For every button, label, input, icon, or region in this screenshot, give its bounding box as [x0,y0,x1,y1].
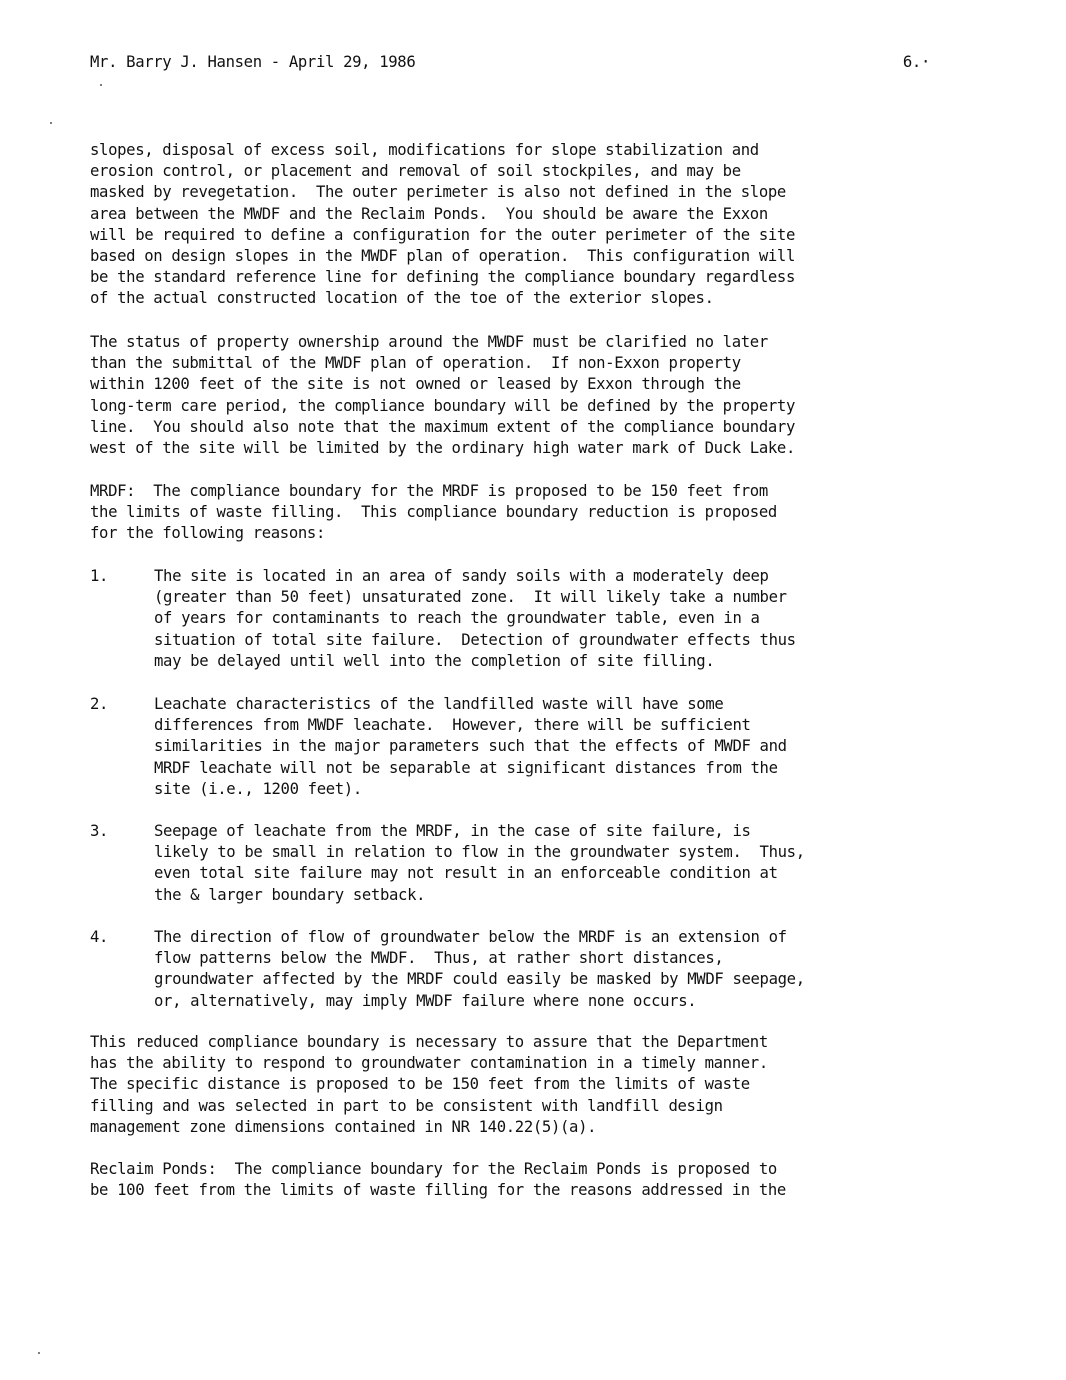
text-line: management zone dimensions contained in NR 140.22(5)(a). [90,1117,597,1136]
text-line: within 1200 feet of the site is not owned or leased by Exxon through the [90,375,741,394]
text-line: filling and was selected in part to be consistent with landfill design [90,1096,723,1115]
text-line: Reclaim Ponds: The compliance boundary for the Reclaim Ponds is proposed to [90,1160,777,1178]
text-line: the & larger boundary setback. [154,885,426,904]
paragraph-reduced-boundary [90,1032,960,1138]
text-line: The site is located in an area of sandy soils with a moderately deep [154,567,769,585]
text-line: has the ability to respond to groundwater contamination in a timely manner. [90,1054,768,1073]
text-line: west of the site will be limited by the ordinary high water mark of Duck Lake. [90,438,795,457]
list-item-text [154,566,796,672]
text-line: erosion control, or placement and removal of soil stockpiles, and may be [90,162,741,181]
text-line: even total site failure may not result in an enforceable condition at [154,864,778,883]
list-item-number: 1. [90,567,109,585]
text-line: similarities in the major parameters such that the effects of MWDF and [154,737,787,756]
text-line: This reduced compliance boundary is necessary to assure that the Department [90,1033,768,1051]
scan-speck [38,1352,40,1354]
text-line: the limits of waste filling. This compliance boundary reduction is proposed [90,503,777,522]
text-line: likely to be small in relation to flow in the groundwater system. Thus, [154,843,805,862]
text-line: masked by revegetation. The outer perimeter is also not defined in the slope [90,183,786,202]
list-item-text [154,927,805,1012]
text-line: will be required to define a configuration for the outer perimeter of the site [90,225,795,244]
text-line: site (i.e., 1200 feet). [154,779,362,798]
text-line: differences from MWDF leachate. However, there will be sufficient [154,716,751,735]
text-line: MRDF leachate will not be separable at significant distances from the [154,758,778,777]
text-line: long-term care period, the compliance boundary will be defined by the property [90,396,795,415]
text-line: slopes, disposal of excess soil, modifications for slope stabilization and [90,141,759,159]
text-line: may be delayed until well into the completion of site filling. [154,651,715,670]
text-line: of years for contaminants to reach the groundwater table, even in a [154,609,760,628]
text-line: or, alternatively, may imply MWDF failure where none occurs. [154,991,697,1010]
text-line: area between the MWDF and the Reclaim Ponds. You should be aware the Exxon [90,204,768,223]
text-line: situation of total site failure. Detection of groundwater effects thus [154,630,796,649]
scan-speck [100,84,102,86]
text-line: The status of property ownership around the MWDF must be clarified no later [90,333,768,351]
text-line: groundwater affected by the MRDF could easily be masked by MWDF seepage, [154,970,805,989]
text-line: Leachate characteristics of the landfilled waste will have some [154,695,724,713]
text-line: based on design slopes in the MWDF plan of operation. This configuration will [90,246,795,265]
text-line: of the actual constructed location of the toe of the exterior slopes. [90,289,714,308]
text-line: The specific distance is proposed to be 150 feet from the limits of waste [90,1075,750,1094]
text-line: line. You should also note that the maximum extent of the compliance boundary [90,417,795,436]
page-number: 6.· [902,53,930,71]
page-header [90,53,930,77]
text-line: for the following reasons: [90,524,325,543]
list-item-number: 2. [90,695,109,713]
text-line: be the standard reference line for defining the compliance boundary regardless [90,268,795,287]
text-line: Seepage of leachate from the MRDF, in the case of site failure, is [154,822,751,840]
text-line: than the submittal of the MWDF plan of operation. If non-Exxon property [90,354,741,373]
paragraph-slopes [90,140,960,310]
list-item-text [154,694,787,800]
header-recipient-date: Mr. Barry J. Hansen - April 29, 1986 [90,53,416,71]
paragraph-mrdf [90,481,960,545]
text-line: The direction of flow of groundwater below the MRDF is an extension of [154,928,787,946]
scan-speck [50,122,52,124]
list-item-text [154,821,805,906]
paragraph-property-ownership [90,332,960,459]
list-item-number: 3. [90,822,109,840]
text-line: be 100 feet from the limits of waste filling for the reasons addressed in the [90,1181,786,1200]
list-item-number: 4. [90,928,109,946]
text-line: (greater than 50 feet) unsaturated zone. It will likely take a number [154,588,787,607]
paragraph-reclaim-ponds [90,1159,960,1201]
text-line: flow patterns below the MWDF. Thus, at rather short distances, [154,949,724,968]
text-line: MRDF: The compliance boundary for the MRDF is proposed to be 150 feet from [90,482,768,500]
